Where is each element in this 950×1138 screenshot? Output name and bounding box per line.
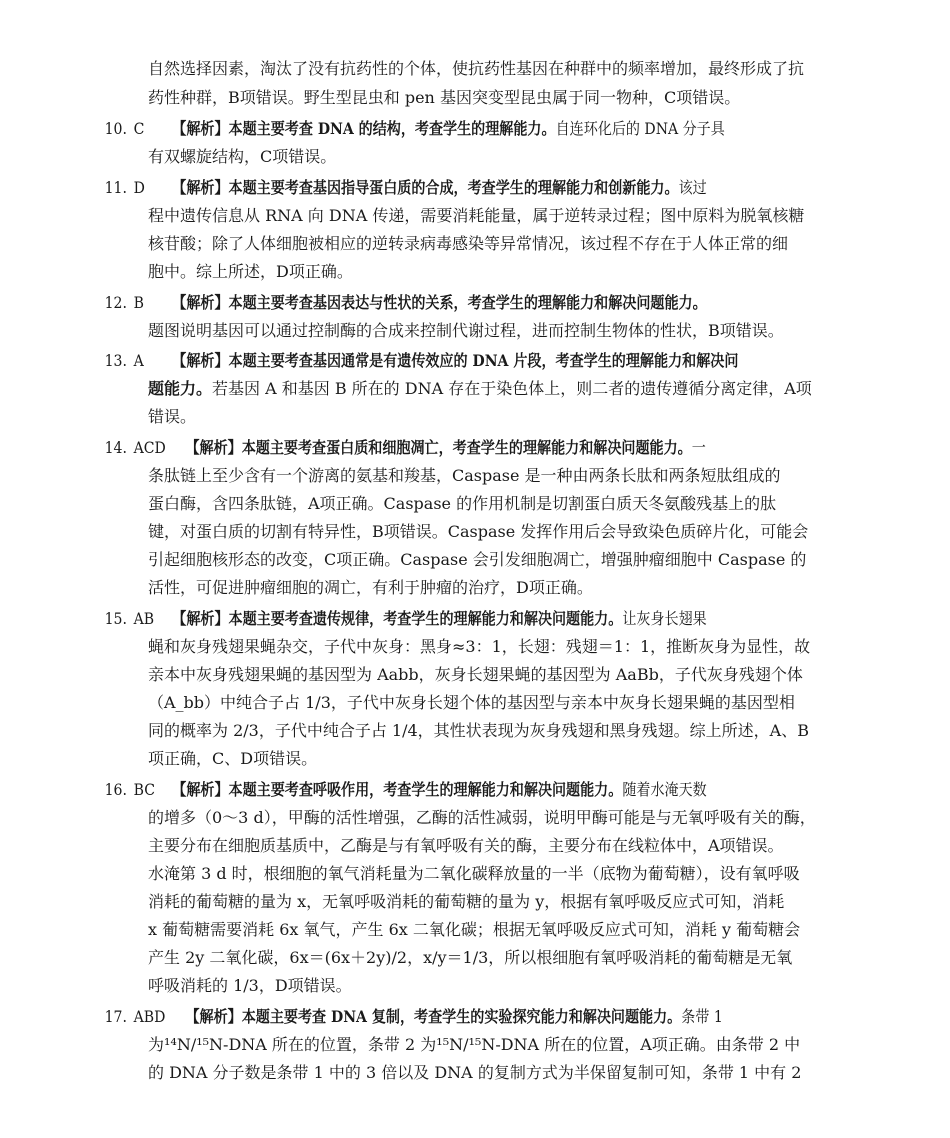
analysis-text: 为¹⁴N/¹⁵N-DNA 所在的位置，条带 2 为¹⁵N/¹⁵N-DNA 所在的位置，A项正确。由条带 2 中 (148, 1035, 801, 1054)
analysis-text: 让灰身长翅果 (622, 609, 707, 628)
analysis-text: 核苷酸；除了人体细胞被相应的逆转录病毒感染等异常情况，该过程不存在于人体正常的细 (148, 234, 789, 253)
analysis-focus: 本题主要考查 DNA 复制，考查学生的实验探究能力和解决问题能力。 (241, 1007, 682, 1026)
analysis-text: 呼吸消耗的 1/3，D项错误。 (148, 976, 352, 995)
analysis-text: 一 (691, 438, 706, 457)
analysis-text: 自连环化后的 DNA 分子具 (555, 119, 725, 138)
item-answer: BC (133, 780, 155, 799)
continuation-line: 药性种群，B项错误。野生型昆虫和 pen 基因突变型昆虫属于同一物种，C项错误。 (148, 88, 741, 107)
answer-item-16 (0, 776, 835, 804)
answer-item-12 (0, 289, 835, 317)
analysis-text: 胞中。综上所述，D项正确。 (148, 262, 353, 281)
item-number: 15. (104, 609, 127, 628)
analysis-text: 该过 (678, 178, 707, 197)
analysis-tag: 【解析】 (172, 293, 229, 312)
analysis-text: x 葡萄糖需要消耗 6x 氧气，产生 6x 二氧化碳；根据无氧呼吸反应式可知，消耗 y 葡萄糖会 (148, 920, 801, 939)
analysis-text: 的增多（0～3 d），甲酶的活性增强，乙酶的活性减弱，说明甲酶可能是与无氧呼吸有关的酶， (148, 808, 816, 827)
analysis-text: 题图说明基因可以通过控制酶的合成来控制代谢过程，进而控制生物体的性状，B项错误。 (148, 321, 784, 340)
analysis-text: 产生 2y 二氧化碳，6x＝(6x＋2y)/2，x/y＝1/3，所以根细胞有氧呼吸消耗的葡萄糖是无氧 (148, 948, 793, 967)
analysis-tag: 【解析】 (185, 1007, 242, 1026)
answer-item-10 (0, 115, 835, 143)
analysis-text: 主要分布在细胞质基质中，乙酶是与有氧呼吸有关的酶，主要分布在线粒体中，A项错误。 (148, 836, 784, 855)
analysis-text: 蛋白酶，含四条肽链，A项正确。Caspase 的作用机制是切割蛋白质天冬氨酸残基上的肽 (148, 494, 777, 513)
analysis-text: 随着水淹天数 (622, 780, 707, 799)
analysis-text: （A_bb）中纯合子占 1/3，子代中灰身长翅个体的基因型与亲本中灰身长翅果蝇的基因型相 (148, 693, 795, 712)
analysis-text: 的 DNA 分子数是条带 1 中的 3 倍以及 DNA 的复制方式为半保留复制可知，条带 1 中有 2 (148, 1063, 802, 1082)
analysis-text: 条带 1 (681, 1007, 723, 1026)
analysis-text: 消耗的葡萄糖的量为 x，无氧呼吸消耗的葡萄糖的量为 y，根据有氧呼吸反应式可知，消耗 (148, 892, 785, 911)
analysis-focus: 本题主要考查基因通常是有遗传效应的 DNA 片段，考查学生的理解能力和解决问 (228, 351, 739, 370)
item-answer: D (133, 178, 145, 197)
analysis-text: 引起细胞核形态的改变，C项正确。Caspase 会引发细胞凋亡，增强肿瘤细胞中 Caspase 的 (148, 550, 807, 569)
analysis-text: 蝇和灰身残翅果蝇杂交，子代中灰身：黑身≈3：1，长翅：残翅＝1：1，推断灰身为显性，故 (148, 637, 811, 656)
analysis-focus: 本题主要考查 DNA 的结构，考查学生的理解能力。 (228, 119, 556, 138)
item-answer: ACD (133, 438, 166, 457)
analysis-text: 有双螺旋结构，C项错误。 (148, 147, 337, 166)
analysis-focus: 本题主要考查基因指导蛋白质的合成，考查学生的理解能力和创新能力。 (228, 178, 679, 197)
analysis-tag: 【解析】 (172, 780, 229, 799)
item-answer: AB (133, 609, 155, 628)
analysis-focus: 本题主要考查呼吸作用，考查学生的理解能力和解决问题能力。 (228, 780, 623, 799)
item-answer: A (133, 351, 144, 370)
item-answer: ABD (133, 1007, 166, 1026)
analysis-text: 亲本中灰身残翅果蝇的基因型为 Aabb，灰身长翅果蝇的基因型为 AaBb，子代灰身残翅个体 (148, 665, 803, 684)
analysis-tag: 【解析】 (185, 438, 242, 457)
analysis-text: 水淹第 3 d 时，根细胞的氧气消耗量为二氧化碳释放量的一半（底物为葡萄糖），设有氧呼吸 (148, 864, 800, 883)
analysis-text: 活性，可促进肿瘤细胞的凋亡，有利于肿瘤的治疗，D项正确。 (148, 578, 593, 597)
item-number: 10. (104, 119, 127, 138)
analysis-text: 键，对蛋白质的切割有特异性，B项错误。Caspase 发挥作用后会导致染色质碎片化，可能会 (148, 522, 809, 541)
item-answer: C (133, 119, 145, 138)
analysis-text: 条肽链上至少含有一个游离的氨基和羧基，Caspase 是一种由两条长肽和两条短肽组成的 (148, 466, 781, 485)
analysis-text: 项正确，C、D项错误。 (148, 749, 318, 768)
analysis-text: 错误。 (148, 407, 197, 426)
analysis-tag: 【解析】 (172, 609, 229, 628)
analysis-focus: 本题主要考查遗传规律，考查学生的理解能力和解决问题能力。 (228, 609, 623, 628)
analysis-tag: 【解析】 (172, 351, 229, 370)
item-number: 11. (104, 178, 127, 197)
analysis-text: 程中遗传信息从 RNA 向 DNA 传递，需要消耗能量，属于逆转录过程；图中原料为脱氧核糖 (148, 206, 805, 225)
continuation-line: 自然选择因素，淘汰了没有抗药性的个体，使抗药性基因在种群中的频率增加，最终形成了抗 (148, 59, 805, 78)
answer-item-14 (0, 434, 835, 462)
answer-item-11 (0, 174, 835, 202)
analysis-text: 同的概率为 2/3，子代中纯合子占 1/4，其性状表现为灰身残翅和黑身残翅。综上所述，A、B (148, 721, 809, 740)
item-number: 12. (104, 293, 127, 312)
analysis-text: 若基因 A 和基因 B 所在的 DNA 存在于染色体上，则二者的遗传遵循分离定律，A项 (212, 379, 812, 398)
answer-item-15 (0, 605, 835, 633)
answer-item-17 (0, 1003, 835, 1031)
analysis-tag: 【解析】 (172, 178, 229, 197)
analysis-tag: 【解析】 (172, 119, 229, 138)
item-number: 16. (104, 780, 127, 799)
item-answer: B (133, 293, 144, 312)
answer-item-13 (0, 347, 835, 375)
analysis-focus: 题能力。 (148, 379, 213, 398)
analysis-focus: 本题主要考查基因表达与性状的关系，考查学生的理解能力和解决问题能力。 (228, 293, 707, 312)
item-number: 17. (104, 1007, 127, 1026)
item-number: 13. (104, 351, 127, 370)
item-number: 14. (104, 438, 127, 457)
analysis-focus: 本题主要考查蛋白质和细胞凋亡，考查学生的理解能力和解决问题能力。 (241, 438, 692, 457)
